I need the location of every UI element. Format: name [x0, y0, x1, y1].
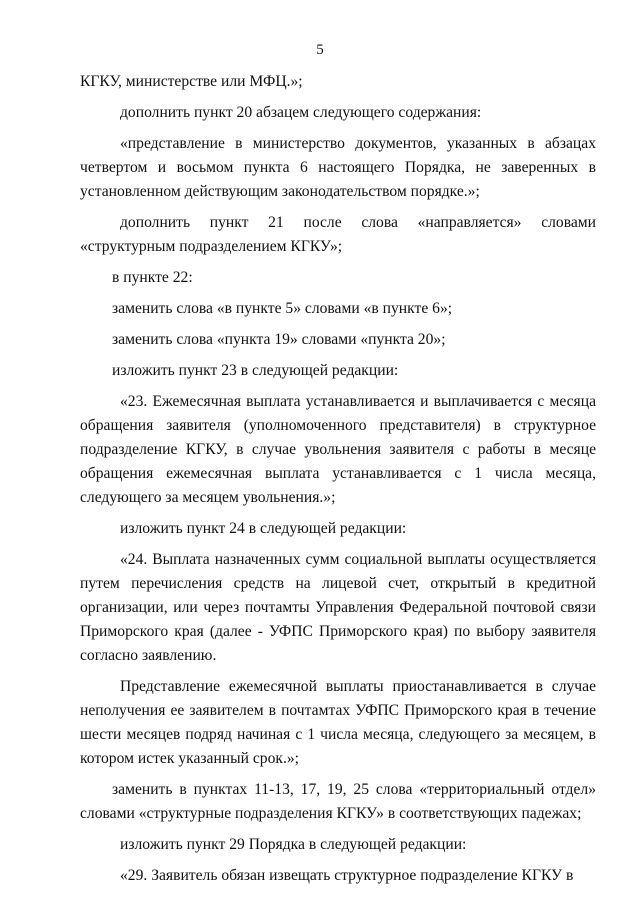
page-number: 5 [316, 42, 324, 58]
paragraph: «представление в министерство документов, указанных в абзацах четвертом и восьмом пункта 6 настоящего Порядка, не заверенных в установленном действующим законодательством порядке.»; [80, 135, 596, 200]
paragraph: «24. Выплата назначенных сумм социальной выплаты осуществляется путем перечисления средств на лицевой счет, открытый в кредитной организации, или через почтамты Управления Федеральной почтовой связи Приморского края (далее - УФПС Приморского края) по выбору заявителя согласно заявлению. [80, 551, 596, 664]
paragraph: «23. Ежемесячная выплата устанавливается и выплачивается с месяца обращения заявителя (уполномоченного представителя) в структурное подразделение КГКУ, в случае увольнения заявителя с работы в месяце обращения ежемесячная выплата устанавливается с 1 числа месяца, следующего за месяцем увольнения.»; [80, 393, 596, 506]
paragraph: заменить слова «в пункте 5» словами «в пункте 6»; [112, 300, 453, 317]
paragraph: в пункте 22: [112, 269, 193, 286]
paragraph: дополнить пункт 20 абзацем следующего содержания: [120, 104, 482, 121]
paragraph: заменить в пунктах 11-13, 17, 19, 25 слова «территориальный отдел» словами «структурные подразделения КГКУ» в соответствующих падежах; [80, 781, 596, 822]
paragraph: заменить слова «пункта 19» словами «пункта 20»; [112, 331, 446, 348]
paragraph: изложить пункт 24 в следующей редакции: [120, 520, 407, 537]
document-body [80, 70, 596, 888]
paragraph: дополнить пункт 21 после слова «направляется» словами «структурным подразделением КГКУ»; [80, 214, 596, 255]
paragraph: изложить пункт 29 Порядка в следующей редакции: [120, 836, 467, 853]
paragraph: Представление ежемесячной выплаты приостанавливается в случае неполучения ее заявителем в почтамтах УФПС Приморского края в течение шести месяцев подряд начиная с 1 числа месяца, следующего за месяцем, в котором истек указанный срок.»; [80, 678, 596, 767]
paragraph: изложить пункт 23 в следующей редакции: [112, 362, 399, 379]
paragraph: «29. Заявитель обязан извещать структурное подразделение КГКУ в [120, 867, 574, 884]
paragraph: КГКУ, министерстве или МФЦ.»; [80, 73, 303, 90]
